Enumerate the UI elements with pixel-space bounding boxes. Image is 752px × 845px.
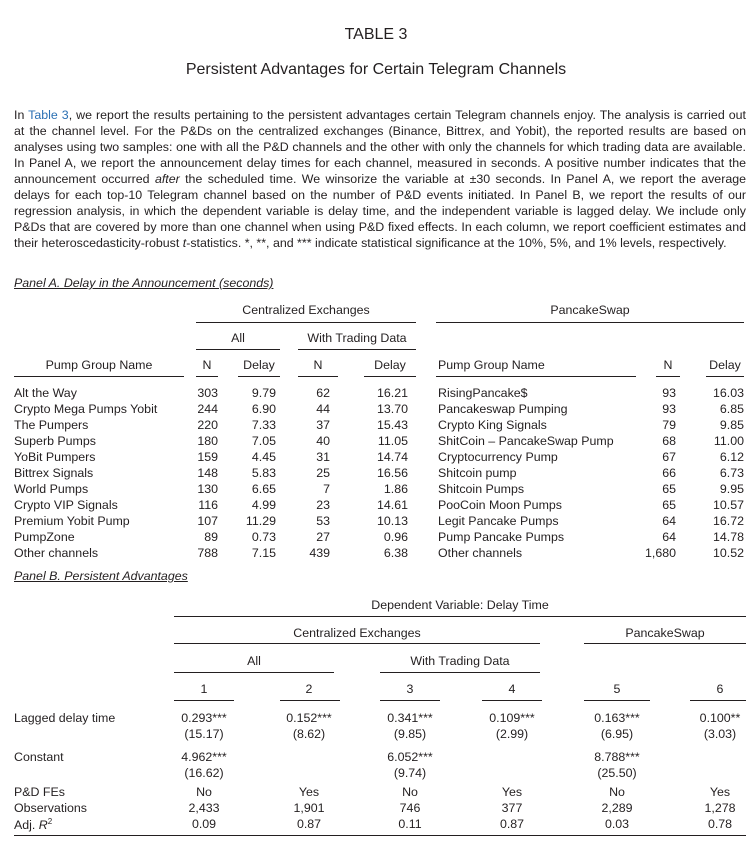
panel-a-cell-p-d: 6.12 [719,450,744,464]
panel-a-cell-p-d: 9.85 [719,418,744,432]
panel-a-cell-d-td: 16.21 [376,386,408,400]
adj-r2-value: 0.87 [499,817,525,831]
panel-a-cell-n-all: 89 [204,530,218,544]
panel-a-title: Panel A. Delay in the Announcement (seconds) [14,276,274,290]
constant-coefficient: 8.788*** [594,750,640,764]
panel-a-cell-d-td: 14.61 [376,498,408,512]
panel-a-cell-p-n: 64 [662,530,676,544]
panel-a-cell-p-n: 65 [662,498,676,512]
observations-value: 2,433 [188,801,220,815]
intro-text-2: , we report the results pertaining to the persistent advantages certain Telegram channels enjoy. The analysis is carried out at the channel level. For the P&Ds on the centralized exchanges (Binance, Bittrex, and Yobit), the reported results are based on analyses using two samples: one with all the P&D channels and the other with only the channels for which trading data are available. In Panel A, we report the announcement delay times for each channel, measured in seconds. A positive number indicates that the announcement occurred [14,108,746,186]
fe-value: Yes [709,785,731,799]
lagged-delay-coefficient: 0.163*** [594,711,640,725]
adj-r2-value: 0.78 [707,817,733,831]
observations-value: 1,901 [293,801,325,815]
lagged-delay-tstat: (9.85) [393,727,427,741]
panel-a-cell-p-d: 6.73 [719,466,744,480]
panel-a-cell-p-name: Other channels [438,546,523,560]
col-pump-group-name-pancake: Pump Group Name [438,358,545,372]
panel-a-cell-n-td: 44 [316,402,330,416]
panel-a-cell-n-all: 788 [197,546,218,560]
panel-a-cell-name: Superb Pumps [14,434,96,448]
panel-a-cell-n-td: 27 [316,530,330,544]
panel-a-cell-p-d: 9.95 [719,482,744,496]
panel-a-cell-p-name: Pancakeswap Pumping [438,402,568,416]
panel-a-cell-p-name: ShitCoin – PancakeSwap Pump [438,434,614,448]
panel-a-cell-p-n: 66 [662,466,676,480]
panel-b-trading-header: With Trading Data [410,654,510,668]
panel-a-cell-n-td: 31 [316,450,330,464]
panel-a-cell-n-td: 23 [316,498,330,512]
col-delay-all: Delay [243,358,275,372]
intro-tstat: t [182,236,187,250]
panel-a-cell-p-d: 10.52 [712,546,744,560]
panel-a-cell-p-d: 16.72 [712,514,744,528]
fe-value: No [609,785,625,799]
panel-a-cell-p-name: PooCoin Moon Pumps [438,498,562,512]
panel-a-trading-header: With Trading Data [307,331,407,345]
panel-a-cell-p-d: 11.00 [713,434,744,448]
panel-a-cell-p-n: 68 [662,434,676,448]
panel-a-cell-name: Alt the Way [14,386,77,400]
panel-a-cell-n-all: 148 [197,466,218,480]
panel-a-cell-name: Premium Yobit Pump [14,514,130,528]
panel-a-cell-d-all: 9.79 [251,386,276,400]
adj-r2-label [14,817,52,832]
panel-a-cell-name: YoBit Pumpers [14,450,96,464]
panel-a-cell-d-td: 11.05 [377,434,408,448]
constant-tstat: (25.50) [597,766,637,780]
panel-a-cell-p-n: 67 [662,450,676,464]
panel-a-all-header: All [231,331,245,345]
panel-a-cell-d-all: 5.83 [251,466,276,480]
column-number: 1 [200,682,208,696]
panel-a-cell-d-td: 16.56 [376,466,408,480]
panel-a-cell-p-name: Shitcoin pump [438,466,517,480]
adj-r2-symbol: R [38,818,48,833]
panel-a-cell-n-all: 220 [197,418,218,432]
panel-a-cell-d-all: 6.90 [251,402,276,416]
panel-a-cell-p-d: 10.57 [712,498,744,512]
panel-a-cell-d-td: 14.74 [376,450,408,464]
panel-a-cell-p-d: 6.85 [719,402,744,416]
lagged-delay-coefficient: 0.341*** [387,711,433,725]
panel-a-cell-d-all: 4.45 [251,450,276,464]
lagged-delay-coefficient: 0.152*** [286,711,332,725]
table-link[interactable]: Table 3 [28,108,69,122]
intro-text-1: In [14,108,29,122]
table-title: Persistent Advantages for Certain Telegram Channels [185,61,567,78]
panel-a-cell-p-d: 14.78 [712,530,744,544]
fe-label: P&D FEs [14,785,65,799]
panel-a-cell-p-name: Crypto King Signals [438,418,547,432]
panel-a-cell-p-n: 1,680 [644,546,676,560]
panel-a-cell-d-all: 11.29 [245,514,276,528]
lagged-delay-tstat: (2.99) [495,727,529,741]
fe-value: No [196,785,212,799]
lagged-delay-tstat: (3.03) [703,727,737,741]
col-n-pancake: N [663,358,673,372]
panel-a-cell-name: The Pumpers [14,418,89,432]
panel-a-cell-d-all: 7.33 [251,418,276,432]
intro-paragraph [14,107,746,251]
constant-coefficient: 4.962*** [181,750,227,764]
panel-a-cell-p-n: 79 [662,418,676,432]
constant-label: Constant [14,750,64,764]
col-delay-pancake: Delay [709,358,741,372]
panel-a-cell-d-all: 0.73 [251,530,276,544]
lagged-delay-tstat: (6.95) [600,727,634,741]
panel-b-title: Panel B. Persistent Advantages [14,569,188,583]
panel-a-cell-p-name: RisingPancake$ [438,386,528,400]
panel-a-cell-p-n: 64 [662,514,676,528]
panel-a-cell-n-td: 439 [309,546,330,560]
adj-r2-superscript: 2 [47,817,53,826]
panel-a-cell-p-name: Legit Pancake Pumps [438,514,559,528]
lagged-delay-label: Lagged delay time [14,711,116,725]
panel-a-cell-n-td: 25 [316,466,330,480]
panel-a-cell-p-d: 16.03 [712,386,744,400]
panel-a-pancake-header: PancakeSwap [550,303,630,317]
panel-a-cell-name: Crypto VIP Signals [14,498,118,512]
panel-a-cell-n-all: 303 [197,386,218,400]
panel-a-cell-d-all: 7.15 [251,546,276,560]
constant-tstat: (16.62) [184,766,224,780]
intro-text-4: -statistics. *, **, and *** indicate statistical significance at the 10%, 5%, and 1% levels, respectively. [186,236,727,250]
adj-r2-value: 0.11 [398,817,422,831]
panel-a-cell-n-all: 107 [197,514,218,528]
panel-a-cell-n-td: 62 [316,386,330,400]
panel-a-cell-p-name: Shitcoin Pumps [438,482,525,496]
panel-a-cell-d-all: 7.05 [251,434,276,448]
column-number: 5 [613,682,621,696]
adj-r2-value: 0.03 [604,817,630,831]
panel-a-cell-n-all: 244 [197,402,218,416]
observations-value: 1,278 [704,801,736,815]
observations-value: 746 [399,801,421,815]
col-delay-trading: Delay [374,358,406,372]
panel-b-pancake-header: PancakeSwap [625,626,705,640]
lagged-delay-coefficient: 0.109*** [489,711,535,725]
panel-b-centralized-header: Centralized Exchanges [293,626,421,640]
panel-a-cell-p-n: 93 [662,386,676,400]
panel-a-cell-p-n: 65 [662,482,676,496]
panel-a-cell-n-all: 159 [197,450,218,464]
panel-a-cell-p-name: Cryptocurrency Pump [438,450,558,464]
lagged-delay-tstat: (8.62) [292,727,326,741]
panel-a-cell-d-all: 4.99 [251,498,276,512]
panel-a-cell-name: Bittrex Signals [14,466,94,480]
column-number: 6 [716,682,724,696]
panel-a-cell-p-n: 93 [662,402,676,416]
lagged-delay-coefficient: 0.293*** [181,711,227,725]
panel-a-cell-n-td: 40 [316,434,330,448]
panel-a-cell-n-all: 116 [198,498,218,512]
col-pump-group-name: Pump Group Name [45,358,153,372]
fe-value: Yes [298,785,320,799]
lagged-delay-tstat: (15.17) [184,727,224,741]
observations-label: Observations [14,801,88,815]
observations-value: 2,289 [601,801,633,815]
table-label: TABLE 3 [344,26,408,43]
panel-a-cell-name: PumpZone [14,530,75,544]
panel-a-cell-n-td: 37 [316,418,330,432]
panel-a-cell-name: Other channels [14,546,99,560]
panel-a-cell-d-td: 13.70 [376,402,408,416]
panel-a-cell-d-td: 0.96 [383,530,408,544]
column-number: 3 [406,682,414,696]
constant-coefficient: 6.052*** [387,750,433,764]
panel-a-cell-d-td: 1.86 [383,482,408,496]
adj-r2-value: 0.87 [296,817,322,831]
observations-value: 377 [501,801,523,815]
panel-a-cell-n-td: 53 [316,514,330,528]
panel-a-cell-d-all: 6.65 [251,482,276,496]
panel-a-cell-p-name: Pump Pancake Pumps [438,530,565,544]
intro-emphasis: after [154,172,180,186]
fe-value: Yes [501,785,523,799]
panel-b-dependent-variable: Dependent Variable: Delay Time [371,598,549,612]
panel-a-cell-d-td: 15.43 [376,418,408,432]
column-number: 2 [305,682,313,696]
panel-a-centralized-header: Centralized Exchanges [242,303,370,317]
panel-a-cell-n-all: 180 [197,434,218,448]
col-n-all: N [202,358,212,372]
column-number: 4 [508,682,516,696]
panel-a-cell-n-all: 130 [197,482,218,496]
fe-value: No [402,785,418,799]
constant-tstat: (9.74) [393,766,427,780]
panel-a-cell-name: World Pumps [14,482,89,496]
col-n-trading: N [313,358,323,372]
adj-r2-value: 0.09 [191,817,217,831]
intro-text-3: the scheduled time. We winsorize the variable at ±30 seconds. In Panel A, we report the average delays for each top-10 Telegram channel based on the number of P&D events initiated. In Panel B, we report the results of our regression analysis, in which the dependent variable is delay time, and the independent variable is lagged delay. We include only P&Ds that are covered by more than one channel when using P&D fixed effects. In each column, we report coefficient estimates and their heteroscedasticity-robust [14,172,746,250]
panel-a-cell-d-td: 6.38 [383,546,408,560]
lagged-delay-coefficient: 0.100** [699,711,741,725]
panel-b-all-header: All [247,654,261,668]
panel-a-cell-name: Crypto Mega Pumps Yobit [14,402,158,416]
panel-a-cell-n-td: 7 [323,482,330,496]
panel-a-cell-d-td: 10.13 [376,514,408,528]
adj-r2-prefix: Adj. [14,818,39,833]
